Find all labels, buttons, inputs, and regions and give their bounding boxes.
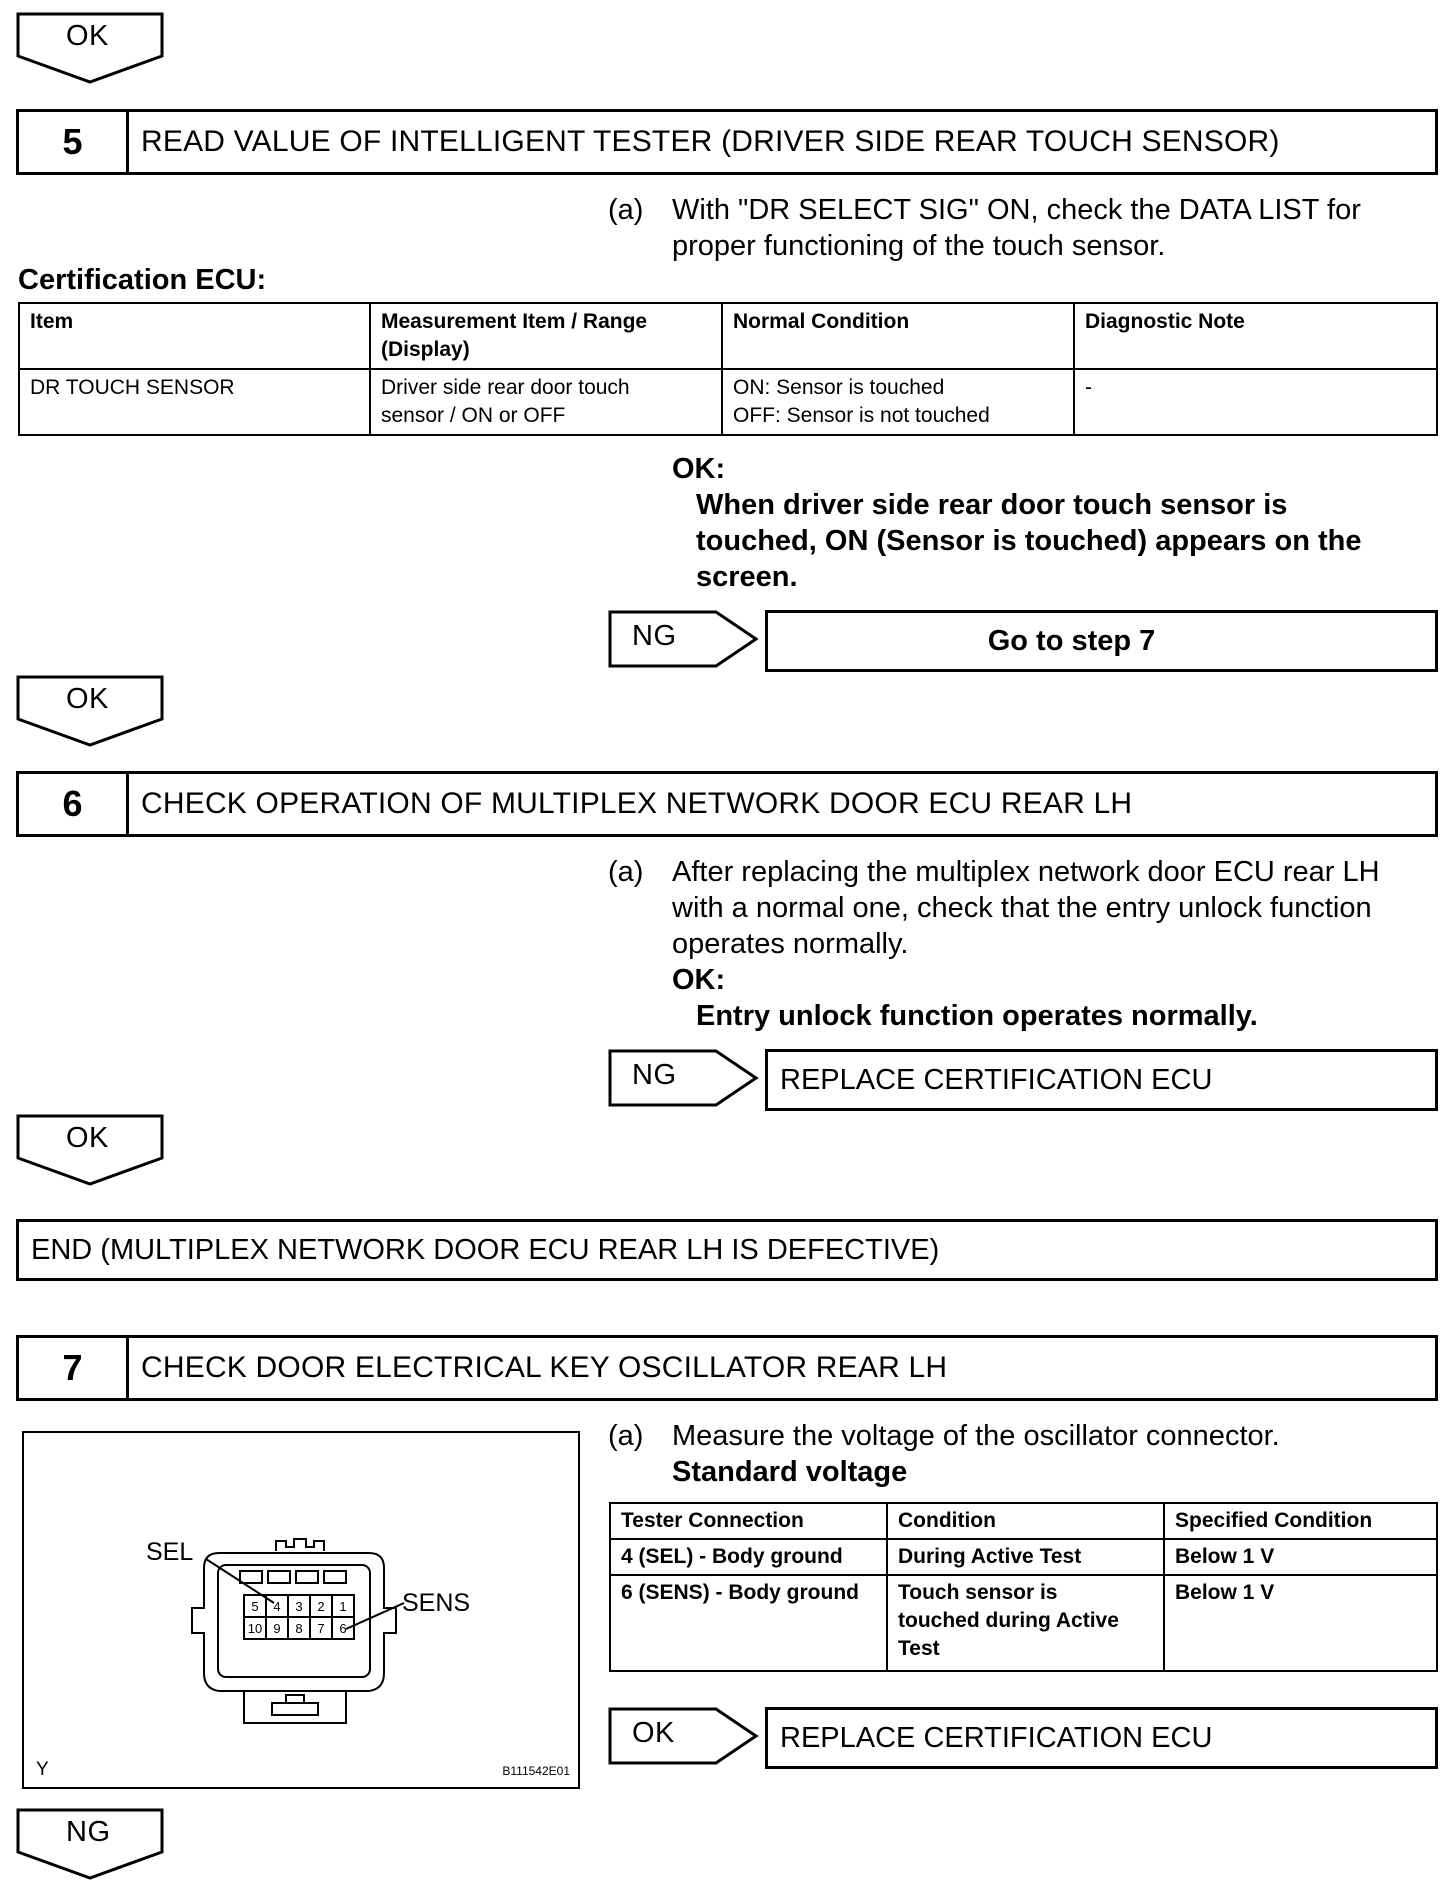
ok-flag-label: OK	[66, 683, 109, 715]
ng-result-text: REPLACE CERTIFICATION ECU	[780, 1063, 1213, 1096]
table-cell: Below 1 V	[1164, 1539, 1437, 1575]
table-row	[19, 369, 1437, 435]
ok-line: Entry unlock function operates normally.	[696, 1000, 1258, 1032]
cell-line: OFF: Sensor is not touched	[733, 404, 990, 427]
pin-7: 7	[317, 1621, 325, 1636]
pin-9: 9	[273, 1621, 281, 1636]
cell-line: Driver side rear door touch	[381, 376, 630, 399]
step-title: CHECK OPERATION OF MULTIPLEX NETWORK DOOR ECU REAR LH	[141, 787, 1133, 820]
table-cell: 6 (SENS) - Body ground	[610, 1575, 887, 1671]
right-arrow-flag-icon	[608, 1049, 760, 1107]
cell-line: Test	[898, 1637, 940, 1660]
table-row	[610, 1575, 1437, 1671]
para-line: operates normally.	[672, 928, 909, 960]
para-marker: (a)	[608, 194, 644, 226]
ng-flag-bottom	[16, 1808, 164, 1882]
step-6-instruction	[608, 854, 1448, 974]
cell-line: sensor / ON or OFF	[381, 404, 566, 427]
ok-flag-2	[16, 675, 164, 749]
header-cell: Condition	[887, 1503, 1164, 1539]
ng-result-text: Go to step 7	[987, 624, 1156, 657]
ng-result-box	[765, 1049, 1438, 1111]
cell-line: Touch sensor is	[898, 1581, 1058, 1604]
connector-figure	[22, 1431, 580, 1789]
ok-result-text: REPLACE CERTIFICATION ECU	[780, 1721, 1213, 1754]
ok-flag-label: OK	[66, 1122, 109, 1154]
standard-voltage-label: Standard voltage	[672, 1456, 908, 1488]
step-7-instruction	[608, 1418, 1448, 1498]
figure-code: B111542E01	[502, 1764, 570, 1778]
para-line: Measure the voltage of the oscillator connector.	[672, 1420, 1280, 1452]
cell-line: ON: Sensor is touched	[733, 376, 945, 399]
table-cell	[370, 369, 722, 435]
step-number: 7	[19, 1338, 129, 1398]
table-cell	[722, 369, 1074, 435]
pin-5: 5	[251, 1599, 259, 1614]
table-row	[610, 1539, 1437, 1575]
standard-voltage-table	[609, 1502, 1438, 1672]
ok-flag-1	[16, 12, 164, 86]
step-5-instruction	[608, 192, 1448, 272]
ng-arrow-step-5	[608, 610, 760, 668]
header-cell	[370, 303, 722, 369]
ok-condition-block	[672, 962, 1258, 1034]
header-line: Measurement Item / Range	[381, 310, 648, 333]
step-title: READ VALUE OF INTELLIGENT TESTER (DRIVER SIDE REAR TOUCH SENSOR)	[141, 125, 1280, 158]
ok-flag-label: OK	[66, 20, 109, 52]
header-cell: Item	[19, 303, 370, 369]
ng-result-box	[765, 610, 1438, 672]
ok-arrow-step-7	[608, 1707, 760, 1765]
ok-line: When driver side rear door touch sensor is	[696, 489, 1288, 521]
right-arrow-flag-icon	[608, 1707, 760, 1765]
cell-line: touched during Active	[898, 1609, 1119, 1632]
oscillator-connector-diagram	[24, 1433, 578, 1787]
pin-8: 8	[295, 1621, 303, 1636]
para-marker: (a)	[608, 856, 644, 888]
step-number: 5	[19, 112, 129, 172]
corner-letter: Y	[36, 1759, 49, 1780]
table-cell: During Active Test	[887, 1539, 1164, 1575]
ok-line: screen.	[696, 561, 798, 593]
table-cell: DR TOUCH SENSOR	[19, 369, 370, 435]
ok-flag-3	[16, 1114, 164, 1188]
ok-line: touched, ON (Sensor is touched) appears on the	[696, 525, 1362, 557]
ng-flag-label: NG	[66, 1816, 111, 1848]
pin-3: 3	[295, 1599, 303, 1614]
pin-1: 1	[339, 1599, 347, 1614]
para-line: with a normal one, check that the entry unlock function	[672, 892, 1372, 924]
table-cell: Below 1 V	[1164, 1575, 1437, 1671]
para-line: After replacing the multiplex network door ECU rear LH	[672, 856, 1380, 888]
ng-label: NG	[632, 620, 677, 652]
ok-condition-block	[672, 451, 1361, 595]
header-cell: Diagnostic Note	[1074, 303, 1437, 369]
ng-arrow-step-6	[608, 1049, 760, 1107]
step-5-header	[16, 109, 1438, 175]
para-line: proper functioning of the touch sensor.	[672, 230, 1166, 262]
step-number: 6	[19, 774, 129, 834]
table-header-row	[19, 303, 1437, 369]
header-cell: Specified Condition	[1164, 1503, 1437, 1539]
table-cell: -	[1074, 369, 1437, 435]
para-line: With "DR SELECT SIG" ON, check the DATA LIST for	[672, 194, 1361, 226]
step-7-header	[16, 1335, 1438, 1401]
pin-6: 6	[339, 1621, 347, 1636]
table-header-row	[610, 1503, 1437, 1539]
step-title: CHECK DOOR ELECTRICAL KEY OSCILLATOR REAR LH	[141, 1351, 948, 1384]
end-box-text: END (MULTIPLEX NETWORK DOOR ECU REAR LH IS DEFECTIVE)	[31, 1233, 940, 1266]
pin-4: 4	[273, 1599, 281, 1614]
ok-result-box	[765, 1707, 1438, 1769]
table-cell: 4 (SEL) - Body ground	[610, 1539, 887, 1575]
ok-label: OK:	[672, 453, 726, 485]
table-cell	[887, 1575, 1164, 1671]
sens-label: SENS	[402, 1589, 471, 1617]
ok-label: OK:	[672, 964, 726, 996]
table-caption: Certification ECU:	[18, 264, 267, 296]
sel-label: SEL	[146, 1538, 194, 1566]
data-list-table	[18, 302, 1438, 436]
ng-label: NG	[632, 1059, 677, 1091]
end-box	[16, 1219, 1438, 1281]
right-arrow-flag-icon	[608, 610, 760, 668]
pin-10: 10	[247, 1621, 263, 1636]
pin-2: 2	[317, 1599, 325, 1614]
header-cell: Tester Connection	[610, 1503, 887, 1539]
header-line: (Display)	[381, 338, 470, 361]
step-6-header	[16, 771, 1438, 837]
header-cell: Normal Condition	[722, 303, 1074, 369]
ok-label: OK	[632, 1717, 675, 1749]
para-marker: (a)	[608, 1420, 644, 1452]
